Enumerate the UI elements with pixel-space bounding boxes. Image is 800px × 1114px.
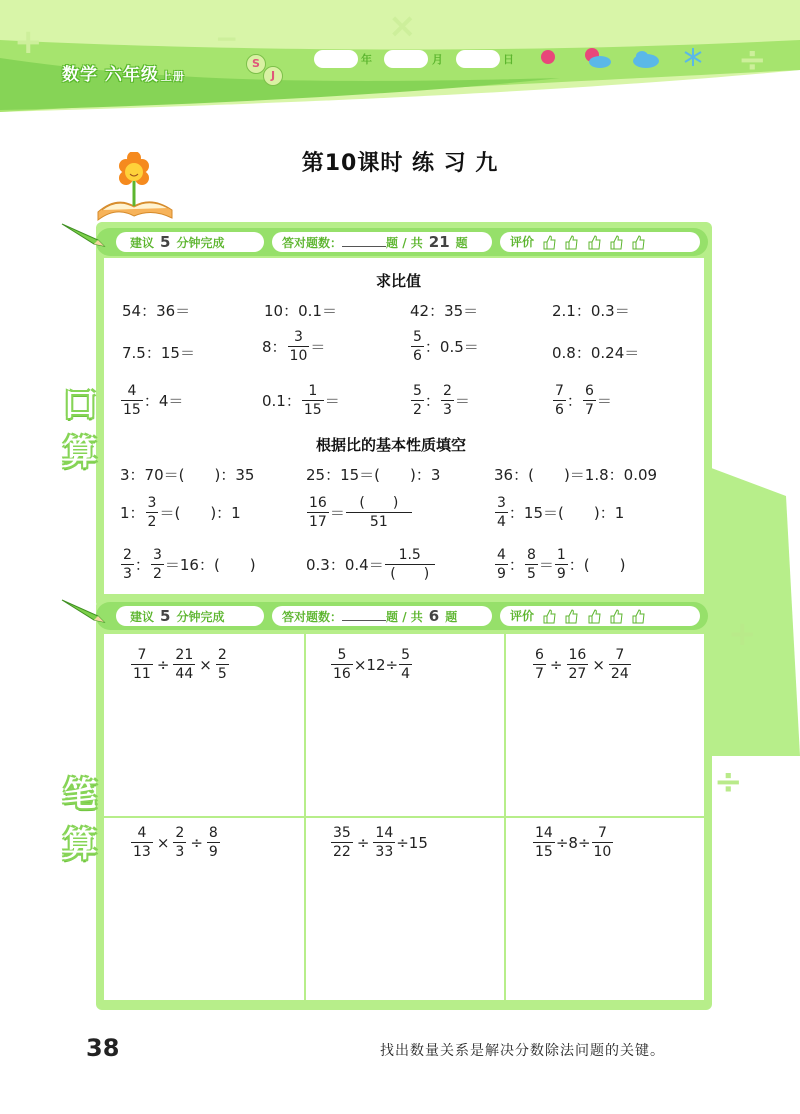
denominator: ( ) (385, 564, 435, 581)
numerator: 21 (175, 647, 194, 663)
written-problem (130, 648, 230, 681)
year-field[interactable] (314, 50, 358, 68)
rating-label: 评价 (510, 235, 535, 249)
denominator: 10 (289, 348, 308, 364)
fraction (399, 648, 412, 681)
problem[interactable] (306, 548, 436, 581)
text: ： (508, 556, 524, 574)
fraction (173, 648, 195, 681)
denominator: 5 (526, 566, 536, 582)
text: ÷8÷ (555, 833, 591, 852)
problem (262, 330, 325, 363)
fraction (216, 648, 229, 681)
numerator: 2 (442, 383, 452, 399)
fraction (146, 496, 159, 529)
denominator: 5 (217, 666, 227, 682)
ratio-value-heading: 求比值 (376, 272, 422, 290)
numerator: 4 (497, 547, 506, 563)
problem[interactable] (494, 496, 624, 529)
numerator: 7 (597, 825, 607, 841)
denominator: 10 (593, 844, 612, 860)
fraction (592, 826, 614, 859)
written-problem (130, 826, 221, 859)
problem[interactable] (306, 496, 413, 529)
numerator: 3 (294, 329, 303, 345)
text: ：0.5＝ (424, 338, 479, 356)
fraction (131, 648, 153, 681)
grid-divider (104, 816, 704, 818)
numerator: 4 (127, 383, 137, 399)
text: ×12÷ (353, 655, 399, 674)
fraction (441, 384, 454, 417)
footer-tip: 找出数量关系是解决分数除法问题的关键。 (380, 1043, 665, 1059)
numerator: 4 (137, 825, 147, 841)
text: ： (566, 392, 582, 410)
denominator: 22 (333, 844, 351, 860)
fraction (173, 826, 186, 859)
numerator: 7 (555, 383, 564, 399)
text: ＝ (538, 556, 554, 574)
text: ： (424, 392, 440, 410)
numerator: 5 (401, 647, 410, 663)
denominator: 27 (568, 666, 587, 682)
text: 1： (120, 504, 145, 522)
text: ：( ) (568, 556, 626, 574)
numerator: 35 (333, 825, 351, 841)
text: ＝ (454, 392, 470, 410)
written-info-bar (96, 602, 708, 630)
numerator: 14 (375, 825, 394, 841)
denominator: 51 (346, 512, 412, 529)
ratio-property-heading: 根据比的基本性质填空 (316, 436, 467, 454)
thumb-icon[interactable] (609, 609, 623, 624)
snow-icon[interactable] (682, 46, 704, 68)
operator: ÷ (156, 655, 170, 674)
denominator: 11 (133, 666, 151, 682)
fraction (555, 548, 568, 581)
denominator: 17 (309, 514, 327, 530)
denominator: 4 (497, 514, 506, 530)
denominator: 9 (556, 566, 566, 582)
written-problem (330, 826, 428, 859)
suggest-prefix: 建议 (130, 610, 155, 624)
month-field[interactable] (384, 50, 428, 68)
text: 0.1： (262, 392, 301, 410)
suggest-suffix: 分钟完成 (176, 610, 225, 624)
fraction (121, 384, 143, 417)
divide-deco-icon: ÷ (714, 762, 743, 802)
problem[interactable]: 3：70＝( )：35 (120, 466, 255, 484)
suggest-number: 5 (160, 233, 171, 251)
total-number: 6 (428, 607, 440, 625)
denominator: 6 (413, 348, 422, 364)
numerator: 6 (584, 383, 594, 399)
fraction (533, 826, 555, 859)
correct-count-blank[interactable] (342, 609, 386, 621)
problem: 2.1：0.3＝ (552, 302, 630, 320)
correct-count-blank[interactable] (342, 235, 386, 247)
problem (262, 384, 340, 417)
denominator: 15 (535, 844, 553, 860)
denominator: 24 (610, 666, 629, 682)
volume-text: 上册 (160, 70, 185, 83)
numerator: 1 (308, 383, 318, 399)
sun-cloud-icon[interactable] (582, 46, 614, 70)
numerator: 14 (535, 825, 553, 841)
text: 8： (262, 338, 287, 356)
text: ÷15 (396, 833, 428, 852)
numerator: ( ) (359, 495, 399, 511)
text: ＝ (324, 392, 340, 410)
book-flower-icon (96, 152, 176, 222)
divide-deco-icon: ÷ (738, 40, 767, 80)
numerator: 8 (526, 547, 536, 563)
panel-wing-shape (706, 466, 800, 756)
numerator: 7 (137, 647, 147, 663)
problem: 42：35＝ (410, 302, 479, 320)
numerator: 16 (309, 495, 327, 511)
denominator: 3 (175, 844, 185, 860)
thumb-icon[interactable] (631, 235, 645, 250)
numerator: 1 (556, 547, 566, 563)
day-field[interactable] (456, 50, 500, 68)
oral-suggest-pill (116, 232, 264, 252)
fraction (567, 648, 589, 681)
thumb-icon[interactable] (542, 609, 556, 624)
fraction (307, 496, 329, 529)
suggest-prefix: 建议 (130, 236, 155, 250)
written-side-label-2: 算 (63, 825, 97, 865)
correct-prefix: 答对题数： (282, 236, 343, 250)
fraction (495, 496, 508, 529)
month-label: 月 (432, 53, 443, 66)
badge-s: S (246, 54, 266, 74)
thumb-icon[interactable] (587, 235, 601, 250)
correct-prefix: 答对题数： (282, 610, 343, 624)
written-problem (532, 648, 632, 681)
numerator: 5 (337, 647, 347, 663)
text: ＝ (329, 504, 345, 522)
fraction (373, 826, 395, 859)
denominator: 44 (175, 666, 194, 682)
denominator: 3 (442, 402, 452, 418)
oral-info-bar (96, 228, 708, 256)
denominator: 4 (401, 666, 410, 682)
denominator: 6 (555, 402, 564, 418)
operator: ÷ (549, 655, 563, 674)
fraction (411, 384, 424, 417)
thumb-icon[interactable] (631, 609, 645, 624)
denominator: 7 (584, 402, 594, 418)
problem: 10：0.1＝ (264, 302, 337, 320)
fraction (288, 330, 310, 363)
fraction (583, 384, 596, 417)
suggest-suffix: 分钟完成 (176, 236, 225, 250)
denominator: 2 (152, 566, 162, 582)
denominator: 9 (208, 844, 218, 860)
fraction (207, 826, 220, 859)
denominator: 13 (133, 844, 151, 860)
fraction (131, 826, 153, 859)
problem: 54：36＝ (122, 302, 191, 320)
fraction (609, 648, 631, 681)
plus-deco-icon: + (728, 614, 757, 654)
oral-side-label-1: 口 (63, 385, 97, 425)
thumb-icon[interactable] (564, 609, 578, 624)
numerator: 5 (413, 329, 422, 345)
pencil-icon (60, 218, 110, 248)
numerator: 3 (497, 495, 506, 511)
denominator: 33 (375, 844, 394, 860)
numerator: 2 (175, 825, 185, 841)
text: ＝ (310, 338, 326, 356)
subject-label (62, 60, 185, 85)
fraction (331, 826, 353, 859)
correct-mid: 题 / 共 (386, 236, 423, 250)
numerator: 3 (147, 495, 157, 511)
numerator: 1.5 (398, 547, 421, 563)
written-suggest-pill (116, 606, 264, 626)
rating-label: 评价 (510, 609, 535, 623)
numerator: 5 (413, 383, 422, 399)
operator: × (592, 655, 605, 674)
problem (410, 330, 479, 363)
operator: × (199, 655, 212, 674)
plus-deco-icon: + (14, 22, 43, 62)
fraction (411, 330, 424, 363)
problem[interactable]: 36：( )＝1.8：0.09 (494, 466, 658, 484)
oral-rating-pill (500, 232, 700, 252)
fraction (385, 548, 435, 581)
fraction (525, 548, 538, 581)
denominator: 7 (535, 666, 544, 682)
problem[interactable] (120, 496, 241, 529)
text: 0.3：0.4＝ (306, 556, 384, 574)
operator: ÷ (356, 833, 370, 852)
text: ：4＝ (143, 392, 184, 410)
year-label: 年 (361, 53, 372, 66)
sunny-icon[interactable] (541, 50, 555, 64)
numerator: 6 (535, 647, 544, 663)
total-suffix: 题 (455, 236, 468, 250)
badge-j: J (263, 66, 283, 86)
denominator: 15 (123, 402, 141, 418)
text: ＝16：( ) (164, 556, 256, 574)
fraction (121, 548, 134, 581)
page-number: 38 (86, 1034, 120, 1062)
oral-side-label-2: 算 (63, 433, 97, 473)
fraction (553, 384, 566, 417)
denominator: 3 (123, 566, 132, 582)
written-score-pill (272, 606, 492, 626)
numerator: 3 (152, 547, 162, 563)
numerator: 2 (123, 547, 132, 563)
written-side-label-1: 笔 (63, 775, 97, 815)
operator: ÷ (190, 833, 203, 852)
total-number: 21 (428, 233, 450, 251)
thumb-icon[interactable] (609, 235, 623, 250)
thumb-icon[interactable] (564, 235, 578, 250)
pencil-icon (60, 594, 110, 624)
fraction (302, 384, 324, 417)
thumb-icon[interactable] (542, 235, 556, 250)
problem (410, 384, 470, 417)
oral-score-pill (272, 232, 492, 252)
text: ：15＝( )：1 (508, 504, 625, 522)
fraction (533, 648, 546, 681)
problem[interactable]: 25：15＝( )：3 (306, 466, 441, 484)
numerator: 16 (568, 647, 587, 663)
text: ： (134, 556, 150, 574)
denominator: 9 (497, 566, 506, 582)
denominator: 16 (333, 666, 351, 682)
times-deco-icon: × (388, 6, 417, 46)
problem[interactable] (120, 548, 256, 581)
problem (120, 384, 183, 417)
denominator: 15 (303, 402, 322, 418)
correct-mid: 题 / 共 (386, 610, 423, 624)
cloud-icon[interactable] (630, 46, 662, 70)
day-label: 日 (503, 53, 514, 66)
denominator: 2 (147, 514, 157, 530)
numerator: 2 (217, 647, 227, 663)
numerator: 7 (615, 647, 625, 663)
suggest-number: 5 (160, 607, 171, 625)
text: ＝ (596, 392, 612, 410)
problem: 7.5：15＝ (122, 344, 195, 362)
written-problem (532, 826, 614, 859)
numerator: 8 (208, 825, 218, 841)
thumb-icon[interactable] (587, 609, 601, 624)
fraction (331, 648, 353, 681)
operator: × (156, 833, 170, 852)
written-problem (330, 648, 413, 681)
total-suffix: 题 (445, 610, 458, 624)
fraction (346, 496, 412, 529)
fraction (151, 548, 164, 581)
problem: 0.8：0.24＝ (552, 344, 640, 362)
page-title: 第10课时 练 习 九 (301, 151, 499, 176)
minus-deco-icon: − (215, 22, 239, 55)
fraction (495, 548, 508, 581)
written-rating-pill (500, 606, 700, 626)
subject-text: 数学 六年级 (62, 65, 159, 85)
problem[interactable] (494, 548, 626, 581)
denominator: 2 (413, 402, 422, 418)
problem (552, 384, 612, 417)
text: ＝( )：1 (159, 504, 241, 522)
